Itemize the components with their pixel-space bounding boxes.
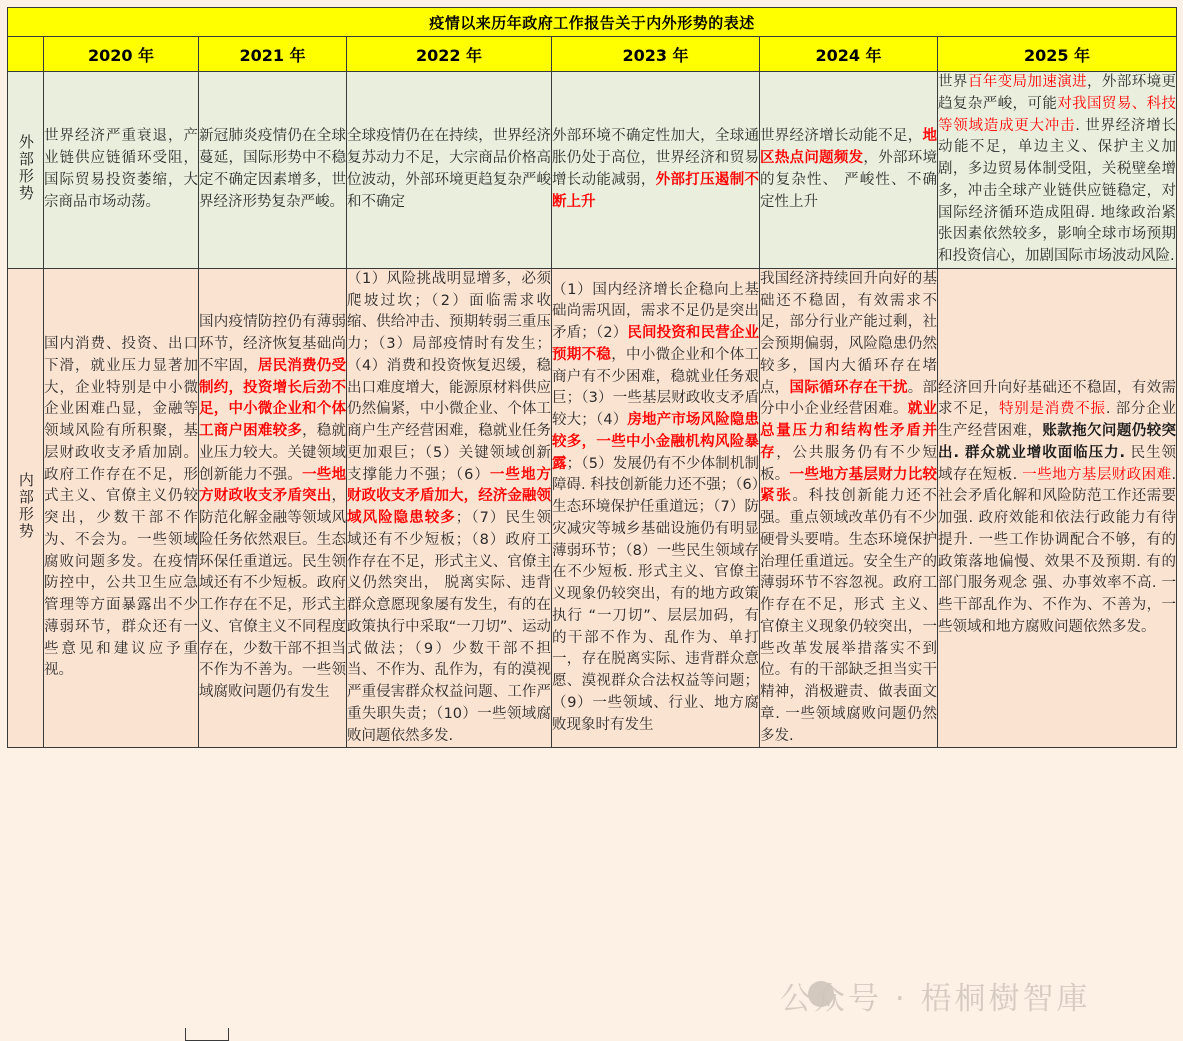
cell-text-plain-2: ，外部环境更趋复杂严峻，可能 (938, 74, 1177, 112)
cell-text-plain-4: 。科技创新能力还不 强。重点领域改革仍有不少硬骨头要啃。生态环境保护治理任重道远。安全生产的薄弱环节不容忽视。政府工作存在不足，形式 主义、官僚主义现象仍较突出，一些改革发展举措落实不到位。有的干部缺乏担当实干精神，消极避责、做表面文章. 一些领域腐败问题仍然多发. (760, 488, 937, 744)
row-label-internal-text: 内部形势 (16, 471, 35, 540)
cell-text: 全球疫情仍在在持续，世界经济复苏动力不足，大宗商品价格高位波动，外部环境更趋复杂严峻和不确定 (347, 128, 551, 210)
cell-text-highlight: 居民消费仍受制约，投资增长后劲不足，中小微企业和个体工商户困难较多 (199, 357, 347, 439)
column-header-2022[interactable]: 2022 年 (347, 37, 552, 72)
cell-text-highlight-2: 就业总量压力和结构性矛盾并存 (760, 401, 938, 461)
page-title: 疫情以来历年政府工作报告关于内外形势的表述 (8, 8, 1177, 37)
cell-text: 新冠肺炎疫情仍在全球蔓延，国际形势中不稳定不确定因素增多，世界经济形势复杂严峻。 (199, 128, 346, 210)
cell-external-2023[interactable] (552, 72, 760, 269)
column-header-2024[interactable]: 2024 年 (760, 37, 938, 72)
cell-external-2021[interactable] (199, 72, 347, 269)
cell-text-highlight: 特别是消费不振 (999, 401, 1106, 418)
cell-text-plain: （1）国内经济增长企稳向上基础尚需巩固，需求不足仍是突出矛盾；（2） (552, 281, 759, 342)
next-row-stub-1 (185, 1028, 229, 1041)
cell-text-plain-3: . 世界经济增长动能不足，单边主义、保护主义加剧，多边贸易体制受阻，关税壁垒增多，冲击全球产业链供应链稳定，对国际经济循环造成阻碍. 地缘政治紧张因素依然较多，影响全球市场预期和投资信心，加剧国际市场波动风险. (938, 117, 1177, 264)
cell-internal-2024[interactable] (760, 268, 938, 748)
next-row-stubs (7, 1028, 1176, 1040)
cell-internal-2022[interactable] (347, 268, 552, 748)
column-header-2025[interactable]: 2025 年 (938, 37, 1177, 72)
column-header-2020[interactable]: 2020 年 (44, 37, 199, 72)
cell-text-plain-2: ，稳就业压力较大。关键领域创新能力不强。 (199, 423, 347, 483)
row-label-external-text: 外部形势 (16, 133, 35, 202)
cell-text: 国内消费、投资、出口下滑，就业压力显著加大，企业特别是中小微企业困难凸显，金融等领域风险有所积聚，基层财政收支矛盾加剧。政府工作存在不足，形式主义、官僚主义仍较突出，少数干部不作为、不会为。一些领域腐败问题多发。在疫情防控中，公共卫生应急管理等方面暴露出不少薄弱环节，群众还有一些意见和建议应予重视。 (44, 336, 198, 679)
cell-text-highlight: 百年变局加速演进 (967, 74, 1088, 90)
cell-text-plain-2: ，中小微企业和个体工商户有不少困难，稳就业任务艰巨；（3）一些基层财政收支矛盾较大；（4） (552, 346, 760, 429)
title-row (8, 8, 1177, 37)
cell-text-plain-2: ，外部环境的复杂性、 严峻性、不确定性上升 (760, 150, 938, 210)
comparison-table (7, 7, 1177, 748)
cell-text-plain: 经济回升向好基础还不稳固，有效需求不足， (938, 379, 1177, 418)
cell-text-plain-3: ，公共服务仍有不少短板。 (760, 444, 937, 483)
cell-text-plain: 国内疫情防控仍有薄弱环节，经济恢复基础尚不牢固， (199, 314, 346, 374)
cell-text-highlight-2: 一些地方财政收支矛盾突出 (199, 466, 347, 505)
cell-text-plain-3: ，防范化解金融等领域风险任务依然艰巨。生态环保任重道远。民生领域还有不少短板。政府工作存在不足，形式主义、官僚主义不同程度存在，少数干部不担当不作为不善为。一些领域腐败问题仍有发生 (199, 488, 346, 700)
column-header-2021[interactable]: 2021 年 (199, 37, 347, 72)
spreadsheet-canvas (0, 7, 1183, 1040)
cell-text-plain-2: 。部分中小企业经营困难。 (760, 379, 938, 418)
row-label-internal (8, 268, 44, 748)
cell-internal-2025[interactable] (938, 268, 1177, 748)
cell-text: 世界经济严重衰退，产业链供应链循环受阻，国际贸易投资萎缩，大宗商品市场动荡。 (44, 128, 198, 210)
watermark-text: 公众号 · 梧桐樹智庫 (780, 981, 1091, 1017)
cell-text-highlight-2: 房地产市场风险隐患较多，一些中小金融机构风险暴露 (552, 412, 759, 472)
cell-text-highlight: 民间投资和民营企业预期不稳 (552, 325, 759, 363)
table-row-external-situation (8, 72, 1177, 269)
cell-external-2022[interactable] (347, 72, 552, 269)
cell-external-2024[interactable] (760, 72, 938, 269)
row-label-external (8, 72, 44, 269)
cell-text-highlight-2: 一些地方基层财政困难 (1022, 466, 1172, 483)
cell-text-highlight: 国际循环存在干扰 (789, 379, 908, 396)
cell-text-bold: 账款拖欠问题仍较突出. 群众就业增收面临压力. (938, 423, 1177, 461)
cell-internal-2021[interactable] (199, 268, 347, 748)
cell-text-plain-3: ；（5）发展仍有不少体制机制障碍. 科技创新能力还不强；（6）生态环境保护任重道远；（7）防灾减灾等城乡基础设施仍有明显薄弱环节；（8）一些民生领域存在不少短板. 形式主义、官僚主义现象仍较突出，有的地方政策执行 “一刀切”、层层加码，有的干部不作为、乱作为、单打一，存在脱离实际、违背群众意愿、漠视群众合法权益等问题；（9）一些领域、行业、地方腐败现象时有发生 (552, 455, 760, 733)
cell-text-plain-2: . 部分企业生产经营困难， (938, 401, 1177, 439)
cell-text-plain-4: . 社会矛盾化解和风险防范工作还需要加强. 政府效能和依法行政能力有待提升. 一些工作协调配合不够，有的政策落地偏慢、效果不及预期. 有的部门服务观念 强、办事效率不高. 一些干部乱作为、不作为、不善为，一些领域和地方腐败问题依然多发。 (938, 466, 1177, 635)
cell-text-plain-2: ；（7）民生领域还有不少短板；（8）政府工作存在不足，形式主义、官僚主义仍然突出， 脱离实际、违背群众意愿现象屡有发生，有的在政策执行中采取“一刀切”、运动式做法；（9）少数干部不担当、不作为、乱作为，有的漠视严重侵害群众权益问题、工作严重失职失责；（10）一些领域腐败问题依然多发. (347, 510, 551, 744)
cell-text-plain: 外部环境不确定性加大，全球通胀仍处于高位，世界经济和贸易增长动能减弱， (552, 128, 759, 188)
cell-external-2020[interactable] (44, 72, 199, 269)
cell-internal-2023[interactable] (552, 268, 760, 748)
cell-text-highlight: 地区热点问题频发 (760, 128, 937, 167)
cell-text-plain-3: 民生领域存在短板. (938, 444, 1177, 483)
header-row (8, 37, 1177, 72)
watermark-logo-icon (808, 981, 834, 1007)
cell-text-plain: 世界 (938, 74, 968, 90)
table-row-internal-situation (8, 268, 1177, 748)
cell-text-highlight: 外部打压遏制不断上升 (552, 171, 760, 210)
cell-text-highlight: 一些地方财政收支矛盾加大，经济金融领域风险隐患较多 (347, 466, 551, 526)
column-header-2023[interactable]: 2023 年 (552, 37, 760, 72)
cell-text-highlight-3: 一些地方基层财力比较紧张 (760, 466, 938, 505)
cell-text-highlight-2: 对我国贸易、科技等领域造成更大冲击 (938, 95, 1177, 134)
cell-external-2025[interactable] (938, 72, 1177, 269)
cell-text-plain: 世界经济增长动能不足， (760, 128, 923, 145)
header-corner-cell (8, 37, 44, 72)
cell-internal-2020[interactable] (44, 268, 199, 748)
cell-text-plain: （1）风险挑战明显增多，必须爬坡过坎；（2）面临需求收缩、供给冲击、预期转弱三重压力；（3）局部疫情时有发生；（4）消费和投资恢复迟缓，稳出口难度增大，能源原材料供应仍然偏紧，中小微企业、个体工商户生产经营困难，稳就业任务更加艰巨；（5）关键领域创新支撑能力不强；（6） (347, 270, 551, 483)
cell-text-plain: 我国经济持续回升向好的基础还不稳固，有效需求不足，部分行业产能过剩，社会预期偏弱，风险隐患仍然较多，国内大循环存在堵点， (760, 270, 937, 396)
